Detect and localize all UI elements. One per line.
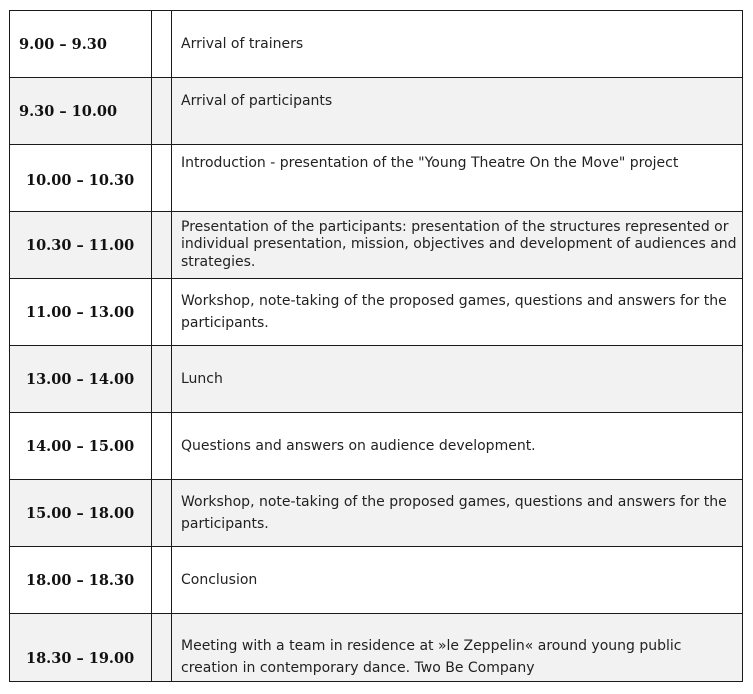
activity-description: Questions and answers on audience development.: [172, 413, 743, 480]
schedule-row: [10, 480, 743, 547]
time-slot: 13.00 – 14.00: [10, 346, 152, 413]
activity-description: Arrival of trainers: [172, 11, 743, 78]
spacer-cell: [152, 78, 172, 145]
time-slot: 14.00 – 15.00: [10, 413, 152, 480]
time-slot: 10.30 – 11.00: [10, 212, 152, 279]
spacer-cell: [152, 547, 172, 614]
activity-description: Introduction - presentation of the "Young Theatre On the Move" project: [172, 145, 743, 212]
time-slot: 11.00 – 13.00: [10, 279, 152, 346]
activity-description: Meeting with a team in residence at »le Zeppelin« around young public creation in contemporary dance. Two Be Company: [172, 614, 743, 682]
schedule-row: [10, 413, 743, 480]
schedule-row: [10, 614, 743, 682]
activity-description: Arrival of participants: [172, 78, 743, 145]
time-slot: 18.30 – 19.00: [10, 614, 152, 682]
schedule-table: [9, 10, 743, 682]
spacer-cell: [152, 614, 172, 682]
spacer-cell: [152, 145, 172, 212]
schedule-row: [10, 145, 743, 212]
schedule-row: [10, 279, 743, 346]
spacer-cell: [152, 279, 172, 346]
spacer-cell: [152, 346, 172, 413]
activity-description: Presentation of the participants: presentation of the structures represented or individual presentation, mission, objectives and development of audiences and strategies.: [172, 212, 743, 279]
activity-description: Workshop, note-taking of the proposed games, questions and answers for the participants.: [172, 279, 743, 346]
time-slot: 9.00 – 9.30: [10, 11, 152, 78]
time-slot: 9.30 – 10.00: [10, 78, 152, 145]
activity-description: Lunch: [172, 346, 743, 413]
schedule-row: [10, 547, 743, 614]
schedule-row: [10, 78, 743, 145]
spacer-cell: [152, 212, 172, 279]
schedule-row: [10, 212, 743, 279]
time-slot: 18.00 – 18.30: [10, 547, 152, 614]
time-slot: 10.00 – 10.30: [10, 145, 152, 212]
activity-description: Conclusion: [172, 547, 743, 614]
time-slot: 15.00 – 18.00: [10, 480, 152, 547]
spacer-cell: [152, 413, 172, 480]
schedule-row: [10, 346, 743, 413]
schedule-row: [10, 11, 743, 78]
spacer-cell: [152, 11, 172, 78]
spacer-cell: [152, 480, 172, 547]
activity-description: Workshop, note-taking of the proposed games, questions and answers for the participants.: [172, 480, 743, 547]
